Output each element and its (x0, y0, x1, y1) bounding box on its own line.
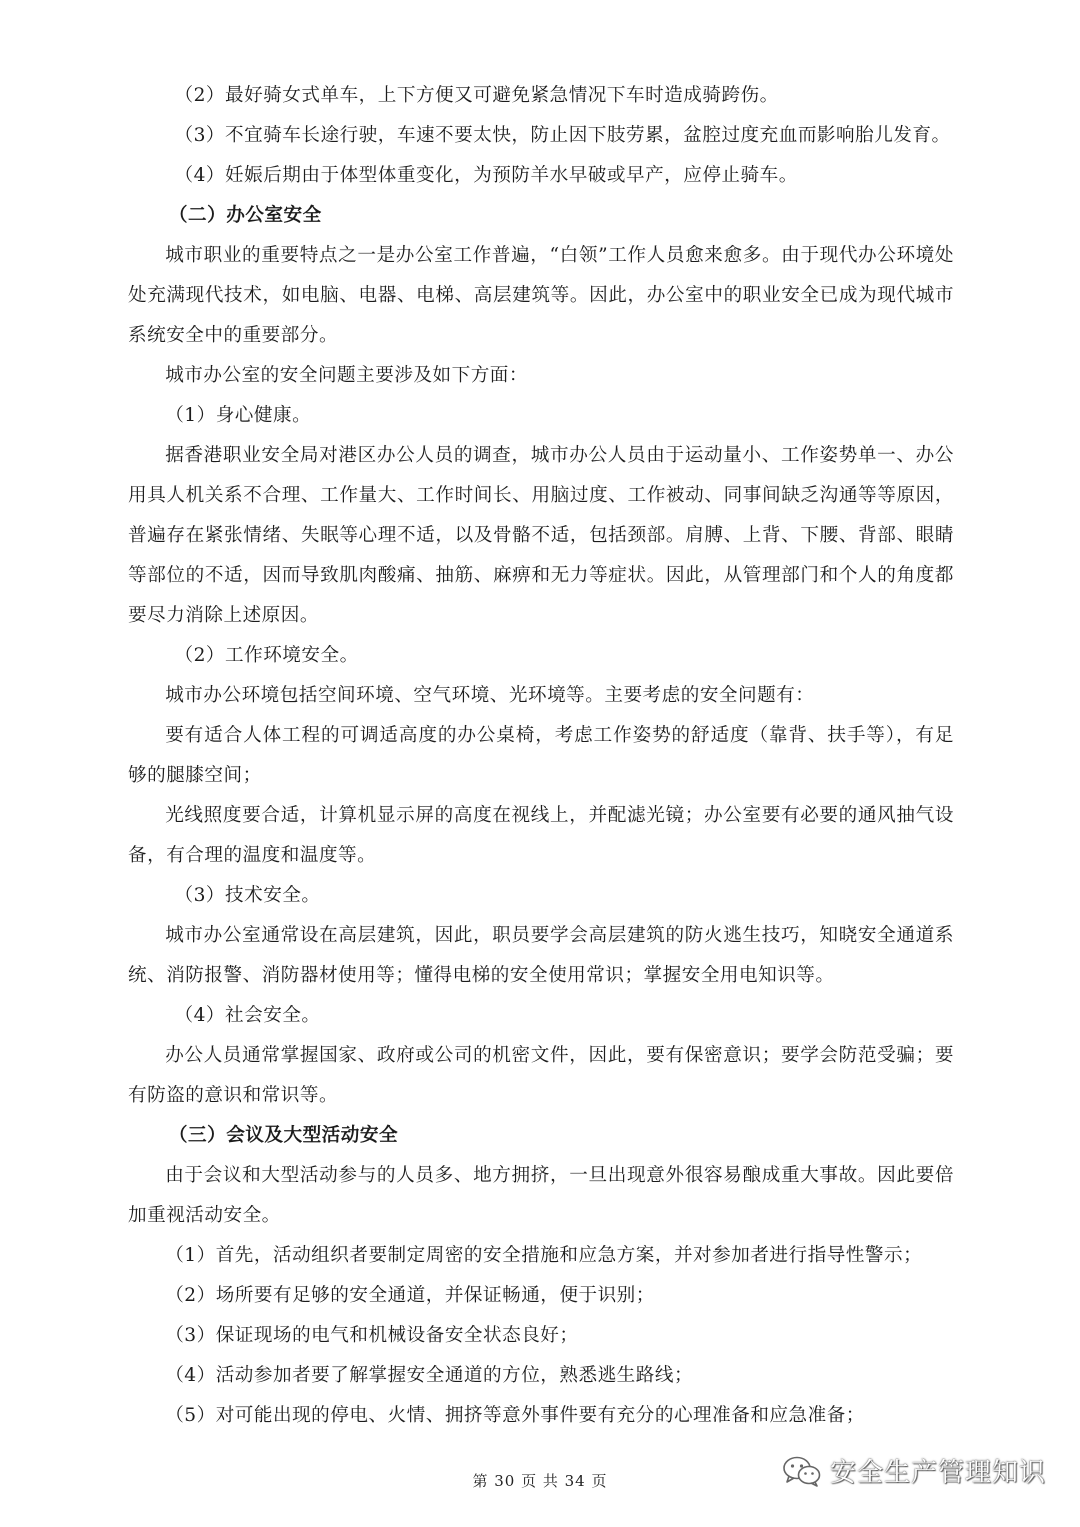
section-heading: （三）会议及大型活动安全 (168, 1125, 399, 1146)
list-item: （1）身心健康。 (165, 405, 312, 426)
paragraph: （3）不宜骑车长途行驶，车速不要太快，防止因下肢劳累，盆腔过度充血而影响胎儿发育。 (174, 125, 951, 146)
watermark-text: 安全生产管理知识 (829, 1458, 1046, 1488)
watermark (782, 1452, 1046, 1489)
list-item: （5）对可能出现的停电、火情、拥挤等意外事件要有充分的心理准备和应急准备； (165, 1405, 865, 1426)
paragraph: （2）最好骑女式单车，上下方便又可避免紧急情况下车时造成骑跨伤。 (174, 85, 779, 106)
paragraph: 由于会议和大型活动参与的人员多、地方拥挤，一旦出现意外很容易酿成重大事故。因此要倍加重视活动安全。 (128, 1165, 954, 1226)
paragraph: 城市办公环境包括空间环境、空气环境、光环境等。主要考虑的安全问题有： (165, 685, 815, 706)
paragraph: （4）妊娠后期由于体型体重变化，为预防羊水早破或早产，应停止骑车。 (174, 165, 798, 186)
paragraph: 要有适合人体工程的可调适高度的办公桌椅，考虑工作姿势的舒适度（靠背、扶手等），有足够的腿膝空间； (128, 725, 954, 786)
list-item: （3）保证现场的电气和机械设备安全状态良好； (165, 1325, 579, 1346)
page-number: 第 30 页 共 34 页 (472, 1472, 608, 1490)
list-item: （4）社会安全。 (174, 1005, 321, 1026)
list-item: （2）场所要有足够的安全通道，并保证畅通，便于识别； (165, 1285, 655, 1306)
wechat-icon (782, 1455, 822, 1487)
paragraph: 城市办公室通常设在高层建筑，因此，职员要学会高层建筑的防火逃生技巧，知晓安全通道系统、消防报警、消防器材使用等；懂得电梯的安全使用常识；掌握安全用电知识等。 (128, 925, 954, 986)
list-item: （1）首先，活动组织者要制定周密的安全措施和应急方案，并对参加者进行指导性警示； (165, 1245, 923, 1266)
paragraph: 光线照度要合适，计算机显示屏的高度在视线上，并配滤光镜；办公室要有必要的通风抽气设备，有合理的温度和温度等。 (128, 805, 954, 866)
list-item: （4）活动参加者要了解掌握安全通道的方位，熟悉逃生路线； (165, 1365, 694, 1386)
paragraph: 城市办公室的安全问题主要涉及如下方面： (165, 365, 528, 386)
list-item: （2）工作环境安全。 (174, 645, 359, 666)
paragraph: 据香港职业安全局对港区办公人员的调查，城市办公人员由于运动量小、工作姿势单一、办公用具人机关系不合理、工作量大、工作时间长、用脑过度、工作被动、同事间缺乏沟通等等原因，普遍存在紧张情绪、失眠等心理不适，以及骨骼不适，包括颈部。肩膊、上背、下腰、背部、眼睛等部位的不适，因而导致肌肉酸痛、抽筋、麻痹和无力等症状。因此，从管理部门和个人的角度都要尽力消除上述原因。 (128, 445, 954, 626)
document-body (128, 76, 954, 1436)
paragraph: 办公人员通常掌握国家、政府或公司的机密文件，因此，要有保密意识；要学会防范受骗；要有防盗的意识和常识等。 (128, 1045, 954, 1106)
paragraph: 城市职业的重要特点之一是办公室工作普遍，“白领”工作人员愈来愈多。由于现代办公环境处处充满现代技术，如电脑、电器、电梯、高层建筑等。因此，办公室中的职业安全已成为现代城市系统安全中的重要部分。 (128, 245, 954, 346)
section-heading: （二）办公室安全 (168, 205, 322, 226)
list-item: （3）技术安全。 (174, 885, 321, 906)
